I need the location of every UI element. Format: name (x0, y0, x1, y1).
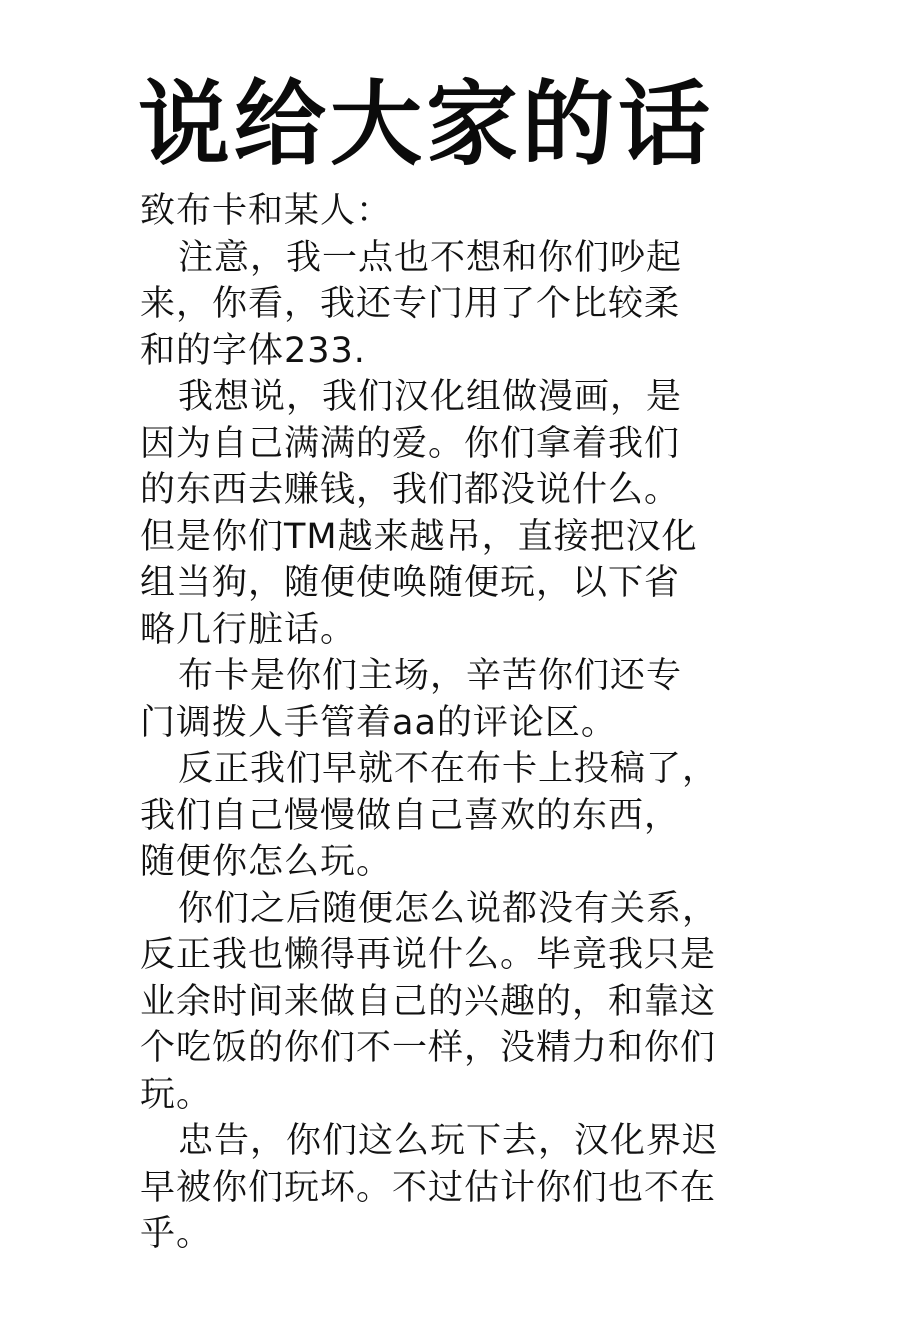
paragraph-3-line-2: 门调拨人手管着aa的评论区。 (140, 702, 617, 743)
paragraph-2-line-3: 的东西去赚钱，我们都没说什么。 (140, 470, 681, 510)
paragraph-4-line-2: 我们自己慢慢做自己喜欢的东西， (140, 795, 681, 836)
paragraph-2-line-6: 略几行脏话。 (140, 609, 357, 650)
page-title: 说给大家的话 (138, 71, 715, 178)
paragraph-2-line-5: 组当狗，随便使唤随便玩，以下省 (140, 563, 681, 603)
salutation-line: 致布卡和某人： (140, 191, 393, 231)
letter-body (140, 188, 780, 1258)
paragraph-6-line-3: 乎。 (140, 1214, 213, 1254)
paragraph-1-line-3: 和的字体233. (140, 330, 366, 371)
paragraph-1-line-2: 来，你看，我还专门用了个比较柔 (140, 284, 681, 324)
paragraph-3-line-1: 布卡是你们主场，辛苦你们还专 (178, 656, 683, 696)
paragraph-2-line-1: 我想说，我们汉化组做漫画，是 (178, 377, 683, 417)
paragraph-5-line-2: 反正我也懒得再说什么。毕竟我只是 (140, 935, 717, 975)
paragraph-4-line-1: 反正我们早就不在布卡上投稿了， (178, 749, 719, 789)
paragraph-6-line-1: 忠告，你们这么玩下去，汉化界迟 (178, 1121, 719, 1161)
paragraph-6-line-2: 早被你们玩坏。不过估计你们也不在 (140, 1167, 717, 1208)
paragraph-5-line-1: 你们之后随便怎么说都没有关系， (178, 888, 719, 929)
paragraph-1-line-1: 注意，我一点也不想和你们吵起 (178, 237, 683, 278)
paragraph-5-line-5: 玩。 (140, 1074, 213, 1115)
paragraph-2-line-2: 因为自己满满的爱。你们拿着我们 (140, 423, 681, 464)
paragraph-2-line-4: 但是你们TM越来越吊，直接把汉化 (140, 516, 698, 557)
paragraph-4-line-3: 随便你怎么玩。 (140, 842, 393, 882)
paragraph-5-line-4: 个吃饭的你们不一样，没精力和你们 (140, 1028, 717, 1068)
paragraph-5-line-3: 业余时间来做自己的兴趣的，和靠这 (140, 981, 717, 1022)
